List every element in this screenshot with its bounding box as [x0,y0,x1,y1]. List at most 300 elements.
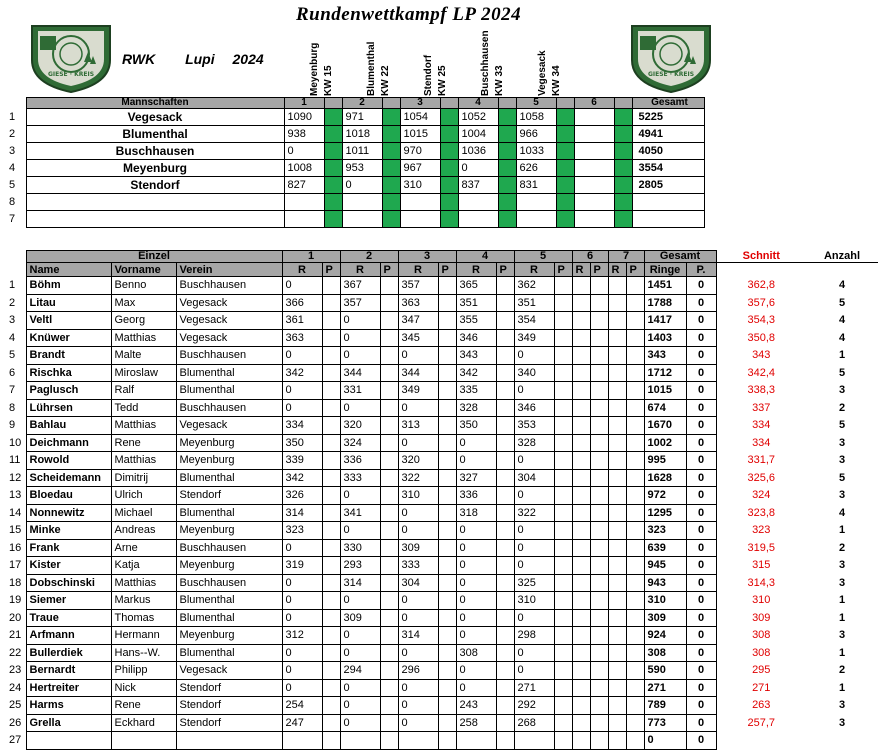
subtitle-year: 2024 [232,51,264,67]
round-rings: 331 [340,382,380,400]
team-round-value [342,211,382,228]
shooter-row [0,382,878,400]
round-points [554,522,572,540]
green-separator [498,109,516,126]
team-total: 4050 [632,143,704,160]
round-points [322,382,340,400]
shooter-last-name: Litau [26,294,111,312]
round-points [496,452,514,470]
round-points [380,714,398,732]
round-points [626,592,644,610]
round-rings: 0 [340,627,380,645]
round-rings: 292 [514,697,554,715]
total-points: 0 [686,609,716,627]
round-rings: 0 [514,522,554,540]
shooter-row [0,679,878,697]
round-points [438,469,456,487]
team-round-value: 1015 [400,126,440,143]
round-rings: 0 [456,557,496,575]
row-number: 3 [9,314,16,327]
round-rings [608,434,626,452]
total-points: 0 [686,557,716,575]
round-rings: 363 [282,329,322,347]
round-rings: 320 [398,452,438,470]
round-rings: 294 [340,662,380,680]
subtitle [122,51,264,67]
total-rings: 1015 [644,382,686,400]
total-rings: 310 [644,592,686,610]
round-points [554,697,572,715]
round-points [590,347,608,365]
round-points [496,417,514,435]
round-points [380,364,398,382]
round-rings [608,382,626,400]
count: 3 [838,629,846,642]
row-number: 1 [9,279,16,292]
round-rings: 0 [282,347,322,365]
total-points: 0 [686,539,716,557]
row-number: 18 [9,576,22,589]
round-points [554,644,572,662]
team-round-value: 827 [284,177,324,194]
round-rings [282,732,322,750]
total-rings: 639 [644,539,686,557]
shooter-last-name: Veltl [26,312,111,330]
shooter-first-name: Andreas [111,522,176,540]
team-total: 2805 [632,177,704,194]
round-points [554,452,572,470]
total-rings: 945 [644,557,686,575]
round-rings: 0 [340,714,380,732]
row-number: 7 [9,213,16,225]
green-separator [498,160,516,177]
green-separator [614,211,632,228]
round-rings: 335 [456,382,496,400]
team-round-value [574,160,614,177]
round-rings [572,329,590,347]
round-rings: 310 [398,487,438,505]
round-points [322,662,340,680]
team-total: 4941 [632,126,704,143]
round-rings [608,557,626,575]
round-rings: 0 [398,644,438,662]
row-number: 22 [9,646,22,659]
round-points [380,732,398,750]
shooter-row [0,294,878,312]
round-points [626,347,644,365]
round-rings [608,522,626,540]
round-rings [572,697,590,715]
header-round: 6 [572,251,608,263]
round-points [554,574,572,592]
shooter-club: Meyenburg [176,627,282,645]
round-points [438,574,456,592]
count: 4 [838,331,846,344]
row-number: 4 [9,162,16,174]
round-points [590,399,608,417]
round-rings: 323 [282,522,322,540]
round-points [626,504,644,522]
round-rings: 333 [398,557,438,575]
shooter-last-name: Bullerdiek [26,644,111,662]
round-points [322,277,340,295]
shooter-club [176,732,282,750]
round-points [496,364,514,382]
round-rings: 328 [456,399,496,417]
round-points [322,679,340,697]
header-einzel: Einzel [26,251,282,263]
round-points [626,522,644,540]
logo-lettering-left: GIESE · KREIS [47,71,95,78]
round-rings: 0 [456,662,496,680]
round-rings [608,277,626,295]
shooter-last-name: Knüwer [26,329,111,347]
average: 323 [752,524,771,537]
total-points: 0 [686,382,716,400]
round-rings [608,697,626,715]
round-points [626,732,644,750]
team-round-value: 1018 [342,126,382,143]
shooter-first-name: Michael [111,504,176,522]
round-rings: 304 [398,574,438,592]
round-points [438,329,456,347]
round-rings: 346 [456,329,496,347]
total-points: 0 [686,469,716,487]
round-points [380,539,398,557]
total-points: 0 [686,434,716,452]
round-rings: 342 [282,469,322,487]
team-round-value: 1052 [458,109,498,126]
shooter-last-name: Brandt [26,347,111,365]
shooter-row [0,697,878,715]
round-rings: 309 [340,609,380,627]
round-rings: 308 [456,644,496,662]
round-rings: 351 [514,294,554,312]
round-points [438,714,456,732]
row-number: 5 [9,349,16,362]
round-rings: 0 [514,347,554,365]
round-rings: 0 [398,522,438,540]
average: 337 [752,401,771,414]
shooter-last-name [26,732,111,750]
total-points: 0 [686,522,716,540]
green-separator [440,177,458,194]
count: 3 [838,454,846,467]
round-rings [608,469,626,487]
round-points [438,522,456,540]
team-total [632,211,704,228]
header-verein: Verein [176,263,282,277]
row-number: 15 [9,524,22,537]
team-round-value: 1011 [342,143,382,160]
row-number: 1 [9,111,16,123]
round-rings: 0 [456,452,496,470]
round-rings [572,662,590,680]
round-points [590,592,608,610]
header-p: P [626,263,644,277]
round-points [590,469,608,487]
round-rings: 325 [514,574,554,592]
total-points: 0 [686,294,716,312]
round-rings [608,662,626,680]
round-rings: 322 [398,469,438,487]
round-rings: 0 [398,399,438,417]
round-rings [572,294,590,312]
round-rings: 357 [340,294,380,312]
green-separator [382,177,400,194]
round-points [496,592,514,610]
round-rings: 271 [514,679,554,697]
round-points [380,574,398,592]
total-points: 0 [686,399,716,417]
total-rings: 1002 [644,434,686,452]
team-round-value [516,211,556,228]
round-rings: 309 [398,539,438,557]
shooter-first-name: Matthias [111,417,176,435]
total-rings: 309 [644,609,686,627]
round-rings: 0 [282,609,322,627]
round-rings: 0 [456,592,496,610]
round-points [554,609,572,627]
round-points [380,644,398,662]
shooter-row [0,347,878,365]
shooter-row [0,574,878,592]
round-rings: 0 [340,312,380,330]
team-round-value [574,126,614,143]
team-round-value [574,177,614,194]
round-points [590,452,608,470]
round-points [322,732,340,750]
round-points [322,364,340,382]
round-points [626,469,644,487]
shooter-row [0,557,878,575]
green-separator [382,211,400,228]
count: 5 [838,296,846,309]
shooter-last-name: Rischka [26,364,111,382]
round-rings [572,592,590,610]
total-rings: 590 [644,662,686,680]
shooter-first-name: Matthias [111,329,176,347]
round-points [626,487,644,505]
team-round-value: 0 [458,160,498,177]
round-points [496,539,514,557]
team-total: 3554 [632,160,704,177]
round-points [590,697,608,715]
shooter-club: Vegesack [176,294,282,312]
round-rings: 0 [514,452,554,470]
green-separator [556,109,574,126]
round-points [438,592,456,610]
round-points [380,329,398,347]
round-points [322,469,340,487]
round-points [626,329,644,347]
shooter-first-name: Benno [111,277,176,295]
round-points [438,644,456,662]
round-rings: 0 [514,382,554,400]
team-round-value: 1058 [516,109,556,126]
round-rings: 0 [398,679,438,697]
total-points: 0 [686,644,716,662]
shooter-last-name: Siemer [26,592,111,610]
round-rings: 344 [340,364,380,382]
green-separator [324,194,342,211]
round-points [380,522,398,540]
shooter-last-name: Böhm [26,277,111,295]
shooter-club: Stendorf [176,487,282,505]
round-rings: 336 [456,487,496,505]
round-points [626,609,644,627]
round-points [590,522,608,540]
round-points [554,679,572,697]
total-rings: 1403 [644,329,686,347]
green-separator [440,211,458,228]
team-total [632,194,704,211]
count: 1 [838,594,846,607]
green-separator [440,126,458,143]
round-points [626,714,644,732]
round-points [496,732,514,750]
header-round: 3 [400,98,440,109]
shooter-first-name: Hans--W. [111,644,176,662]
shooter-club: Blumenthal [176,504,282,522]
round-rings: 247 [282,714,322,732]
shooter-last-name: Rowold [26,452,111,470]
round-points [438,277,456,295]
count: 2 [838,401,846,414]
round-points [626,644,644,662]
shooter-last-name: Scheidemann [26,469,111,487]
total-points: 0 [686,312,716,330]
round-points [380,312,398,330]
round-rings [608,347,626,365]
team-round-value: 1008 [284,160,324,177]
round-points [322,574,340,592]
round-rings: 0 [398,434,438,452]
shooter-first-name: Rene [111,434,176,452]
round-points [590,382,608,400]
total-points: 0 [686,627,716,645]
header-p: P [554,263,572,277]
round-rings: 365 [456,277,496,295]
round-points [554,732,572,750]
header-round: 4 [456,251,514,263]
round-points [322,539,340,557]
shooter-club: Vegesack [176,329,282,347]
round-points [626,679,644,697]
average: 343 [752,349,771,362]
shooter-first-name: Georg [111,312,176,330]
row-number: 25 [9,699,22,712]
round-points [380,557,398,575]
average: 263 [752,699,771,712]
shooter-row [0,504,878,522]
total-points: 0 [686,364,716,382]
round-rings: 353 [514,417,554,435]
green-separator [614,109,632,126]
header-p: P [322,263,340,277]
round-rings: 268 [514,714,554,732]
round-rings: 0 [398,714,438,732]
shooter-last-name: Bloedau [26,487,111,505]
green-separator [498,143,516,160]
row-number: 20 [9,611,22,624]
round-rings: 0 [282,679,322,697]
round-rings: 0 [282,399,322,417]
round-points [590,277,608,295]
shooter-row [0,399,878,417]
round-points [626,382,644,400]
round-rings: 345 [398,329,438,347]
round-points [496,399,514,417]
round-rings: 0 [514,644,554,662]
shooter-last-name: Bahlau [26,417,111,435]
total-points: 0 [686,714,716,732]
total-rings: 972 [644,487,686,505]
round-rings: 342 [282,364,322,382]
row-number: 19 [9,594,22,607]
shooter-club: Buschhausen [176,539,282,557]
team-round-value: 967 [400,160,440,177]
round-points [438,417,456,435]
team-round-value: 1033 [516,143,556,160]
round-points [554,399,572,417]
round-points [590,627,608,645]
round-rings: 0 [340,644,380,662]
shooter-club: Buschhausen [176,277,282,295]
total-rings: 1670 [644,417,686,435]
round-rings [572,277,590,295]
total-rings: 343 [644,347,686,365]
round-rings: 346 [514,399,554,417]
row-number: 14 [9,506,22,519]
round-points [496,609,514,627]
shooter-club: Buschhausen [176,399,282,417]
count: 3 [838,559,846,572]
count: 4 [838,279,846,292]
average: 325,6 [747,471,776,484]
green-separator [440,109,458,126]
average: 308 [752,629,771,642]
total-points: 0 [686,504,716,522]
shooter-club: Blumenthal [176,469,282,487]
average: 331,7 [747,454,776,467]
shooter-last-name: Frank [26,539,111,557]
total-rings: 995 [644,452,686,470]
round-rings: 336 [340,452,380,470]
shooter-club: Blumenthal [176,592,282,610]
round-rings [608,417,626,435]
total-rings: 789 [644,697,686,715]
round-points [438,732,456,750]
shooter-row [0,277,878,295]
round-rings [608,399,626,417]
green-separator [382,143,400,160]
round-points [496,697,514,715]
shooter-last-name: Kister [26,557,111,575]
shooter-club: Vegesack [176,417,282,435]
average: 295 [752,664,771,677]
green-separator [324,211,342,228]
round-points [554,662,572,680]
shooter-first-name: Matthias [111,452,176,470]
round-points [322,312,340,330]
shooter-first-name: Max [111,294,176,312]
round-points [496,627,514,645]
total-points: 0 [686,662,716,680]
round-rings: 340 [514,364,554,382]
round-rings: 310 [514,592,554,610]
round-points [438,487,456,505]
